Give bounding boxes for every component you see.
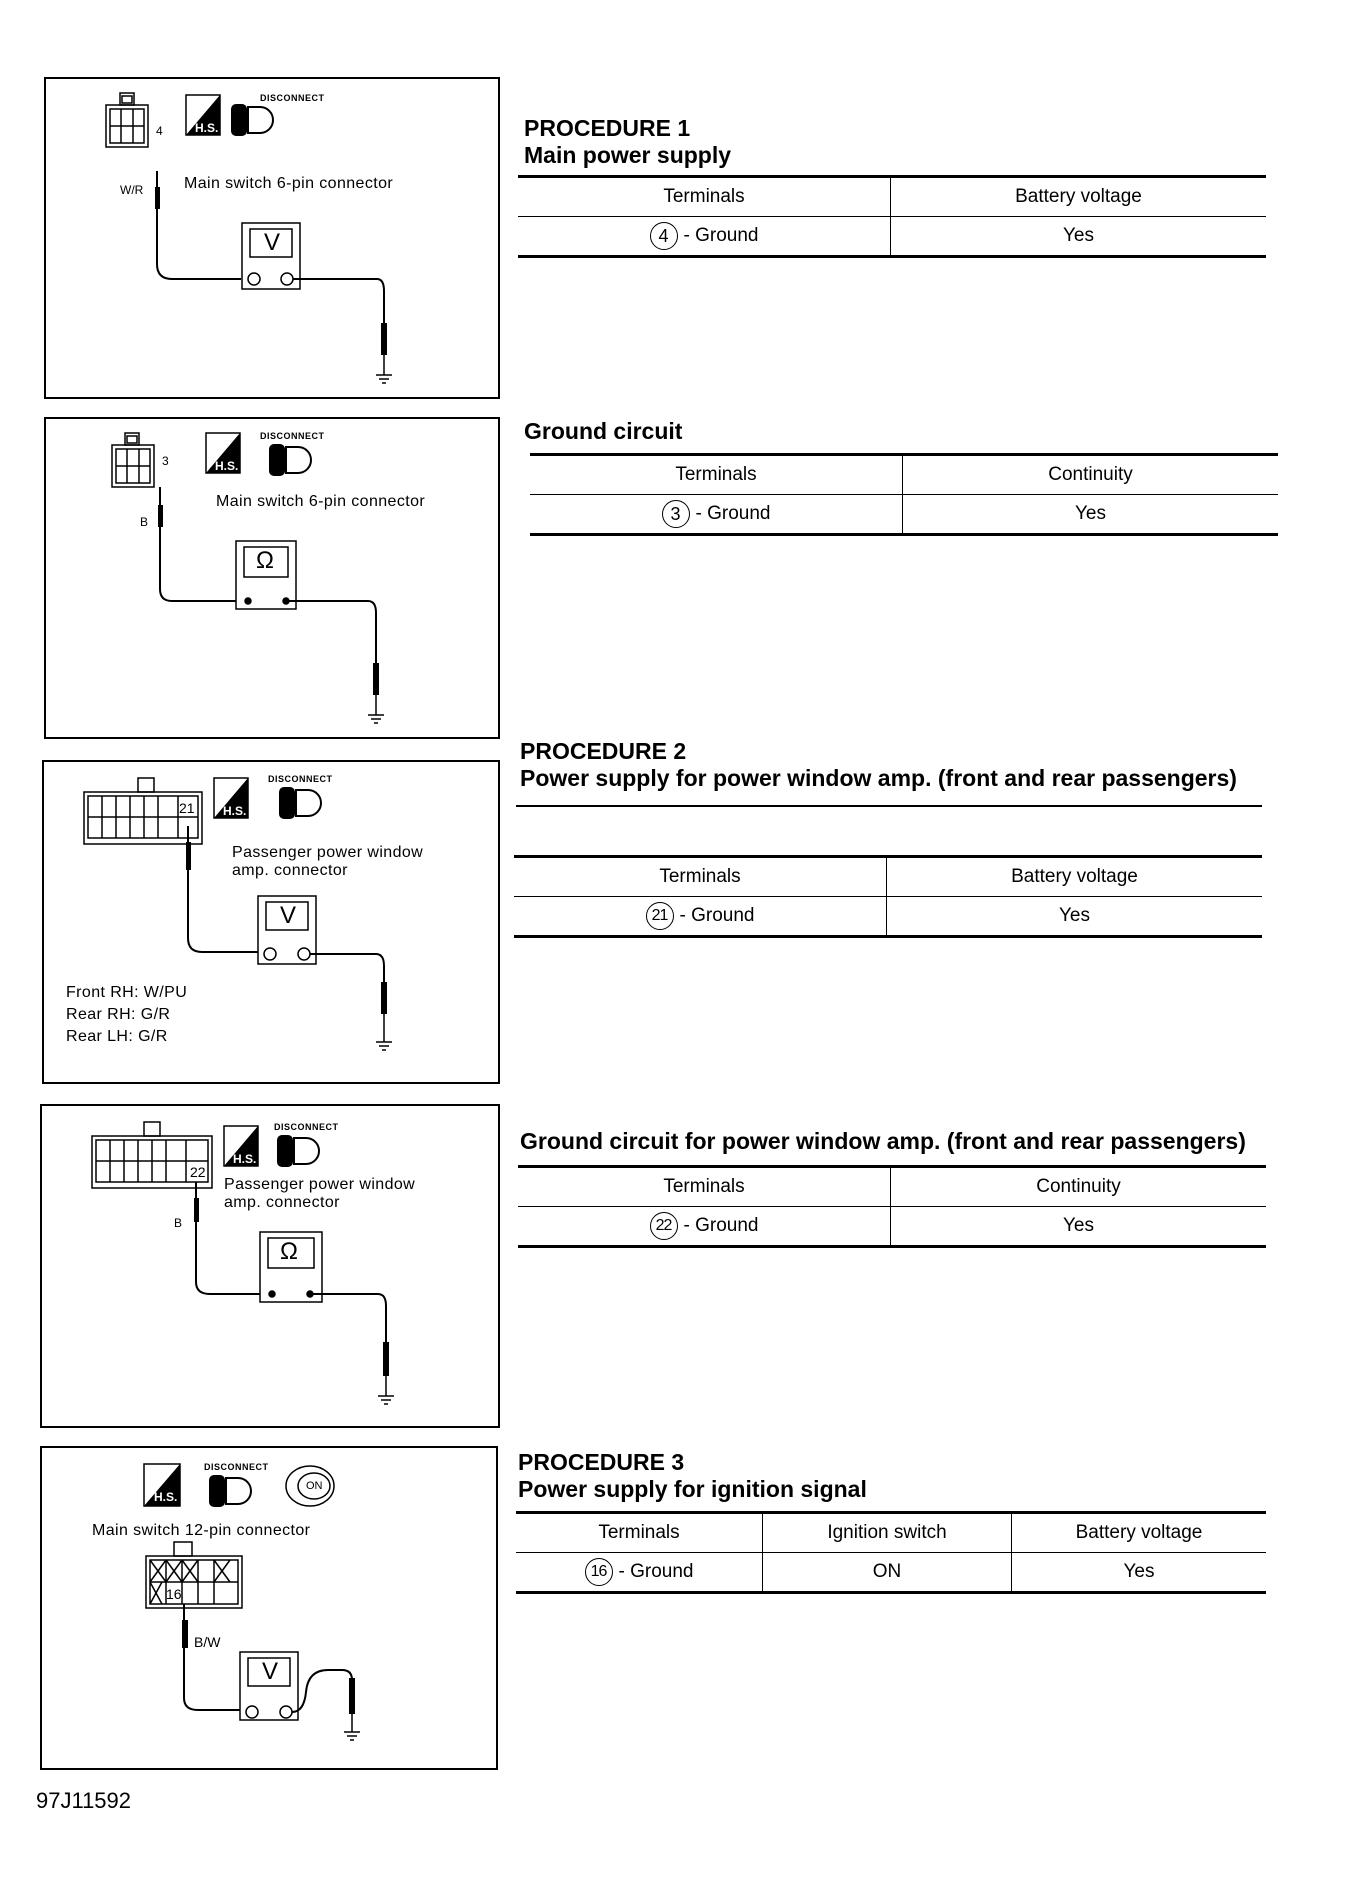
diagram-panel-ignition-signal	[40, 1446, 498, 1770]
value-cell: Yes	[1012, 1553, 1267, 1593]
spec-table-window-amp-power	[514, 855, 1262, 938]
wire-color-front-rh: Front RH: W/PU	[66, 984, 188, 1001]
spec-table-ground-circuit	[530, 453, 1278, 536]
value-cell: Yes	[891, 217, 1267, 257]
wiring-drawing	[46, 419, 498, 737]
wire-color: B	[140, 515, 149, 529]
disconnect-icon	[270, 445, 311, 475]
disconnect-icon	[232, 105, 273, 135]
procedure-2-heading	[520, 738, 1237, 792]
meter-symbol: V	[262, 1658, 279, 1685]
connector-label: Main switch 6-pin connector	[216, 493, 426, 510]
pin-circle: 4	[650, 222, 678, 250]
pin-number: 4	[156, 124, 163, 138]
meter-symbol: V	[264, 229, 281, 256]
spec-table-ignition-signal	[516, 1511, 1266, 1594]
procedure-1-heading	[524, 115, 731, 169]
connector-label: Passenger power window amp. connector	[224, 1176, 416, 1212]
column-header: Battery voltage	[887, 857, 1263, 897]
terminal-text: - Ground	[683, 1215, 759, 1237]
pin-number: 16	[166, 1586, 182, 1602]
meter-symbol: Ω	[256, 547, 275, 574]
hs-label: H.S.	[233, 1152, 257, 1166]
meter-symbol: Ω	[280, 1238, 299, 1265]
pin-number: 21	[179, 800, 195, 816]
diagram-panel-window-amp-ground	[40, 1104, 500, 1428]
disconnect-label: DISCONNECT	[274, 1122, 339, 1132]
table-header-row	[514, 857, 1262, 897]
table-header-row	[518, 177, 1266, 217]
connector-label: Main switch 6-pin connector	[184, 175, 394, 192]
procedure-title: Power supply for power window amp. (front and rear passengers)	[520, 765, 1237, 791]
value-cell: Yes	[891, 1207, 1267, 1247]
wire-color: B/W	[194, 1634, 221, 1650]
meter-symbol: V	[280, 902, 297, 929]
column-header: Continuity	[903, 455, 1279, 495]
connector-icon	[146, 1542, 242, 1608]
table-row	[516, 1553, 1266, 1593]
pin-circle: 3	[662, 500, 690, 528]
connector-label: Passenger power window amp. connector	[232, 844, 424, 880]
table-header-row	[518, 1167, 1266, 1207]
diagram-panel-ground-circuit	[44, 417, 500, 739]
disconnect-label: DISCONNECT	[260, 93, 325, 103]
procedure-title: Ground circuit	[524, 418, 683, 444]
terminal-cell	[518, 1207, 891, 1247]
column-header: Battery voltage	[1012, 1513, 1267, 1553]
column-header: Terminals	[518, 177, 891, 217]
column-header: Battery voltage	[891, 177, 1267, 217]
ground-icon	[368, 695, 384, 723]
hs-label: H.S.	[195, 121, 219, 135]
procedure-number: PROCEDURE 1	[524, 115, 691, 141]
spec-table-window-amp-ground	[518, 1165, 1266, 1248]
terminal-text: - Ground	[695, 503, 771, 525]
column-header: Continuity	[891, 1167, 1267, 1207]
wiring-drawing	[42, 1106, 498, 1426]
procedure-number: PROCEDURE 3	[518, 1449, 685, 1475]
wire-color-rear-rh: Rear RH: G/R	[66, 1006, 171, 1023]
wire-color-rear-lh: Rear LH: G/R	[66, 1028, 168, 1045]
key-on-label: ON	[306, 1480, 323, 1492]
diagram-panel-window-amp-power	[42, 760, 500, 1084]
pin-circle: 21	[646, 902, 674, 930]
procedure-title: Power supply for ignition signal	[518, 1476, 867, 1502]
table-header-row	[516, 1513, 1266, 1553]
table-header-row	[530, 455, 1278, 495]
procedure-title: Ground circuit for power window amp. (front and rear passengers)	[520, 1128, 1246, 1154]
diagram-panel-main-power	[44, 77, 500, 399]
ground-icon	[376, 1014, 392, 1050]
terminal-text: - Ground	[679, 905, 755, 927]
ground-circuit-heading	[524, 418, 682, 445]
hs-label: H.S.	[215, 459, 239, 473]
column-header: Ignition switch	[763, 1513, 1012, 1553]
ground-icon	[376, 355, 392, 383]
value-cell: Yes	[887, 897, 1263, 937]
column-header: Terminals	[514, 857, 887, 897]
table-row	[518, 1207, 1266, 1247]
ground-icon	[344, 1714, 360, 1740]
wire-color: W/R	[120, 183, 144, 197]
pin-circle: 16	[585, 1558, 613, 1586]
column-header: Terminals	[516, 1513, 763, 1553]
disconnect-icon	[278, 1136, 319, 1166]
disconnect-icon	[210, 1476, 251, 1506]
disconnect-label: DISCONNECT	[204, 1462, 269, 1472]
terminal-text: - Ground	[618, 1561, 694, 1583]
terminal-cell	[518, 217, 891, 257]
figure-id: 97J11592	[36, 1788, 132, 1813]
wire-color-list	[66, 982, 187, 1048]
procedure-3-heading	[518, 1449, 867, 1503]
disconnect-label: DISCONNECT	[268, 774, 333, 784]
pin-circle: 22	[650, 1212, 678, 1240]
connector-icon	[112, 433, 154, 487]
terminal-text: - Ground	[683, 225, 759, 247]
connector-icon	[106, 93, 148, 147]
procedure-title: Main power supply	[524, 142, 732, 168]
disconnect-icon	[280, 788, 321, 818]
table-row	[514, 897, 1262, 937]
connector-label: Main switch 12-pin connector	[92, 1522, 311, 1539]
terminal-cell	[514, 897, 887, 937]
wiring-drawing	[42, 1448, 496, 1768]
column-header: Terminals	[530, 455, 903, 495]
ground-circuit-amp-heading	[520, 1128, 1246, 1155]
value-cell: ON	[763, 1553, 1012, 1593]
hs-label: H.S.	[154, 1490, 178, 1504]
wire-color: B	[174, 1216, 183, 1230]
disconnect-label: DISCONNECT	[260, 431, 325, 441]
table-row	[518, 217, 1266, 257]
table-row	[530, 495, 1278, 535]
pin-number: 22	[190, 1164, 206, 1180]
pin-number: 3	[162, 454, 169, 468]
terminal-cell	[516, 1553, 763, 1593]
procedure-number: PROCEDURE 2	[520, 738, 687, 764]
value-cell: Yes	[903, 495, 1279, 535]
heading-rule	[516, 805, 1262, 807]
column-header: Terminals	[518, 1167, 891, 1207]
terminal-cell	[530, 495, 903, 535]
hs-label: H.S.	[223, 804, 247, 818]
spec-table-main-power	[518, 175, 1266, 258]
ground-icon	[378, 1376, 394, 1404]
